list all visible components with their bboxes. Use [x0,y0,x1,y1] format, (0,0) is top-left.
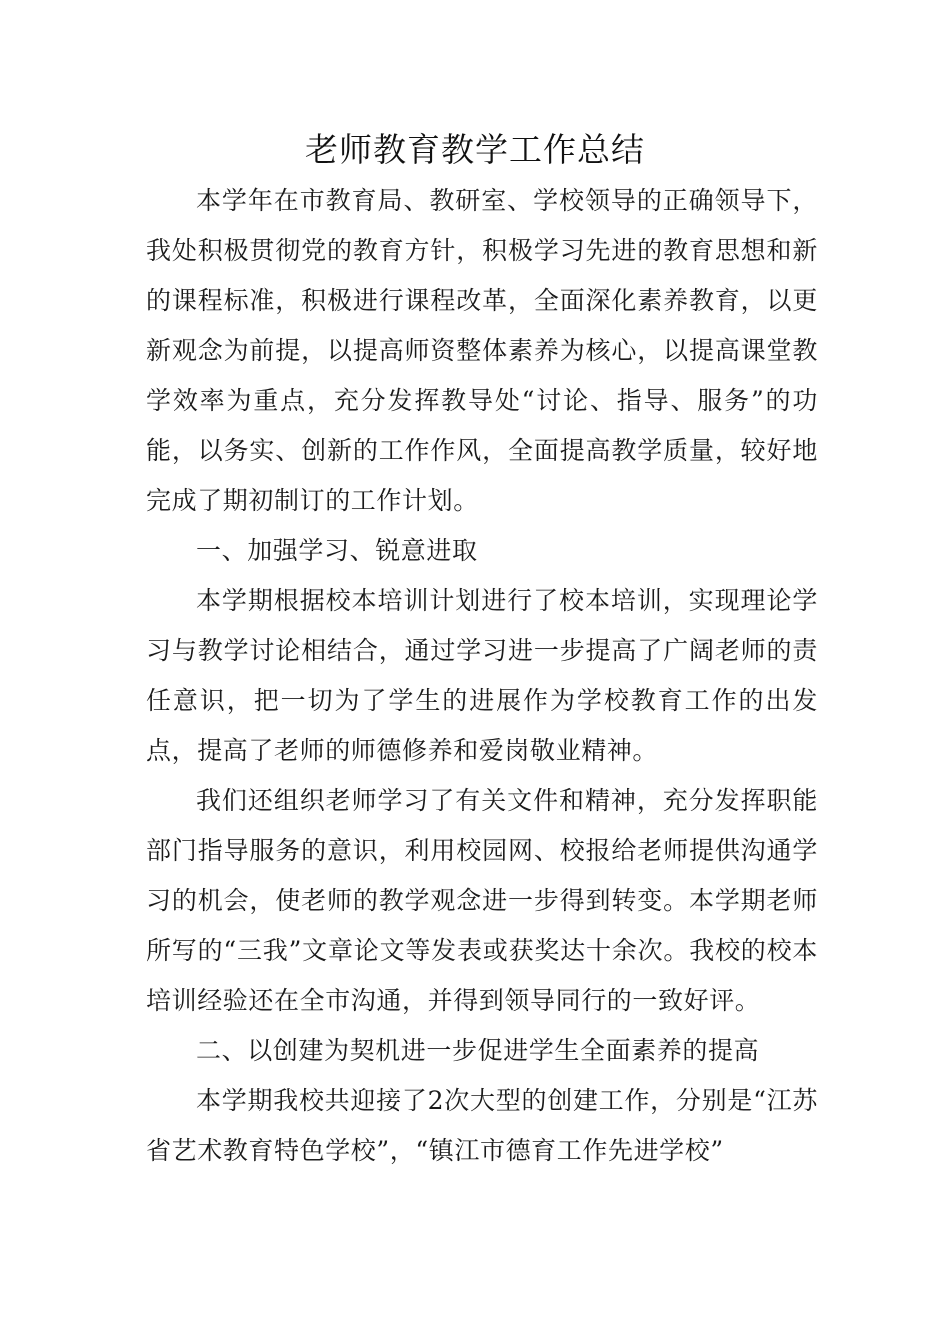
paragraph-intro: 本学年在市教育局、教研室、学校领导的正确领导下，我处积极贯彻党的教育方针，积极学习先进的教育思想和新的课程标准，积极进行课程改革，全面深化素养教育，以更新观念为前提，以提高师资整体素养为核心，以提高课堂教学效率为重点，充分发挥教导处“讨论、指导、服务”的功能，以务实、创新的工作作风，全面提高教学质量，较好地完成了期初制订的工作计划。 [146,186,818,515]
paragraph-learning: 我们还组织老师学习了有关文件和精神，充分发挥职能部门指导服务的意识，利用校园网、校报给老师提供沟通学习的机会，使老师的教学观念进一步得到转变。本学期老师所写的“三我”文章论文等发表或获奖达十余次。我校的校本培训经验还在全市沟通，并得到领导同行的一致好评。 [146,786,818,1015]
section-heading-1: 一、加强学习、锐意进取 [196,536,478,565]
document-body [146,176,818,1176]
document-title: 老师教育教学工作总结 [305,130,645,169]
paragraph-creation: 本学期我校共迎接了2次大型的创建工作，分别是“江苏省艺术教育特色学校”，“镇江市德育工作先进学校” [146,1086,818,1165]
section-heading-2: 二、以创建为契机进一步促进学生全面素养的提高 [196,1036,760,1065]
paragraph-training: 本学期根据校本培训计划进行了校本培训，实现理论学习与教学讨论相结合，通过学习进一步提高了广阔老师的责任意识，把一切为了学生的进展作为学校教育工作的出发点，提高了老师的师德修养和爱岗敬业精神。 [146,586,818,765]
